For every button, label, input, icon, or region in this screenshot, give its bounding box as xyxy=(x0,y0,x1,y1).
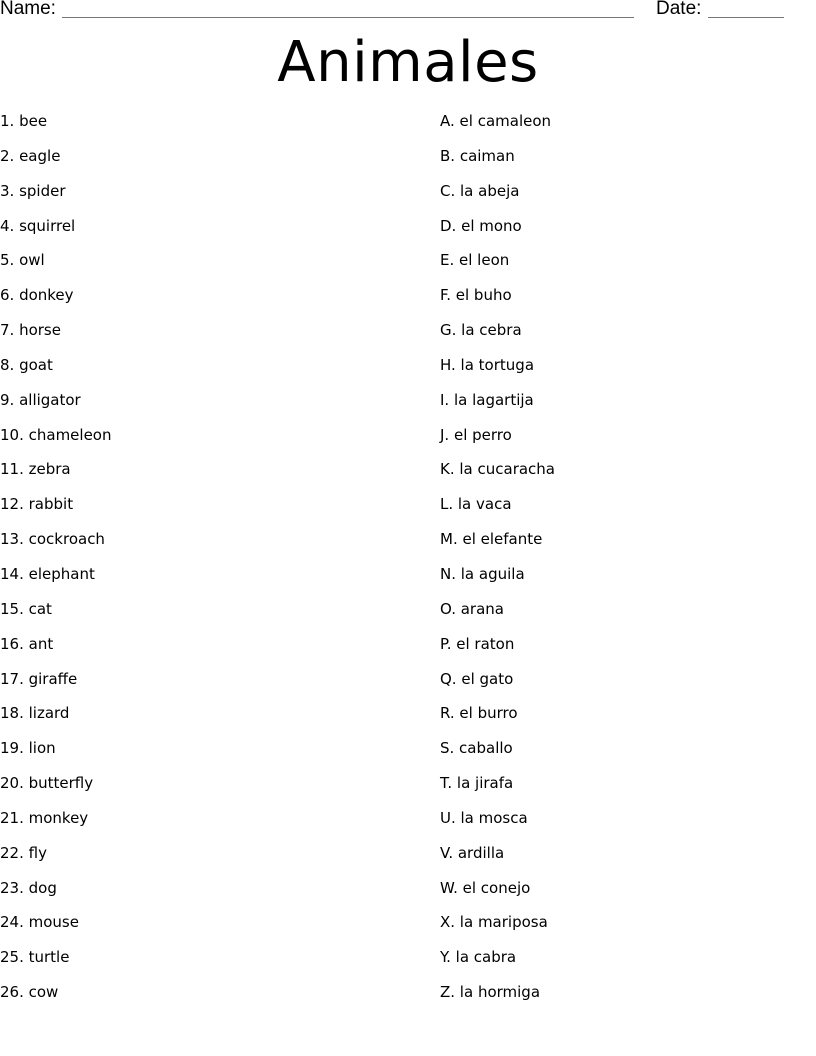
list-item: 7. horse xyxy=(0,321,61,340)
list-item: 19. lion xyxy=(0,739,56,758)
list-item: K. la cucaracha xyxy=(440,460,555,479)
name-field-line[interactable] xyxy=(62,17,634,18)
list-item: I. la lagartija xyxy=(440,390,534,409)
list-item: F. el buho xyxy=(440,286,512,305)
list-item: 16. ant xyxy=(0,634,54,653)
list-item: 5. owl xyxy=(0,251,45,270)
list-item: 26. cow xyxy=(0,983,59,1002)
list-item: R. el burro xyxy=(440,704,518,723)
list-item: G. la cebra xyxy=(440,321,522,340)
date-field-line[interactable] xyxy=(708,17,784,18)
list-item: X. la mariposa xyxy=(440,913,548,932)
list-item: 21. monkey xyxy=(0,808,89,827)
list-item: 15. cat xyxy=(0,599,52,618)
list-item: J. el perro xyxy=(440,425,512,444)
list-item: 9. alligator xyxy=(0,390,81,409)
list-item: 20. butterfly xyxy=(0,774,94,793)
list-item: H. la tortuga xyxy=(440,355,535,374)
list-item: 8. goat xyxy=(0,355,53,374)
list-item: 11. zebra xyxy=(0,460,71,479)
spanish-word-list xyxy=(440,104,555,1010)
english-word-list xyxy=(0,104,112,1010)
list-item: C. la abeja xyxy=(440,181,520,200)
list-item: Q. el gato xyxy=(440,669,514,688)
list-item: S. caballo xyxy=(440,739,513,758)
date-label: Date: xyxy=(656,0,702,19)
list-item: 4. squirrel xyxy=(0,216,76,235)
list-item: 22. fly xyxy=(0,843,47,862)
list-item: 18. lizard xyxy=(0,704,70,723)
list-item: B. caiman xyxy=(440,146,515,165)
list-item: U. la mosca xyxy=(440,808,528,827)
list-item: 14. elephant xyxy=(0,564,95,583)
list-item: W. el conejo xyxy=(440,878,531,897)
list-item: P. el raton xyxy=(440,634,515,653)
list-item: 13. cockroach xyxy=(0,530,105,549)
list-item: 12. rabbit xyxy=(0,495,74,514)
list-item: Y. la cabra xyxy=(440,948,517,967)
list-item: 6. donkey xyxy=(0,286,74,305)
list-item: D. el mono xyxy=(440,216,522,235)
list-item: V. ardilla xyxy=(440,843,505,862)
list-item: M. el elefante xyxy=(440,530,543,549)
name-label: Name: xyxy=(0,0,56,19)
list-item: Z. la hormiga xyxy=(440,983,541,1002)
list-item: T. la jirafa xyxy=(440,774,514,793)
list-item: 3. spider xyxy=(0,181,66,200)
list-item: O. arana xyxy=(440,599,504,618)
list-item: 24. mouse xyxy=(0,913,79,932)
list-item: 10. chameleon xyxy=(0,425,112,444)
list-item: A. el camaleon xyxy=(440,112,552,130)
worksheet-header xyxy=(0,0,816,22)
list-item: 1. bee xyxy=(0,112,48,130)
list-item: 23. dog xyxy=(0,878,57,897)
list-item: E. el leon xyxy=(440,251,510,270)
list-item: L. la vaca xyxy=(440,495,512,514)
list-item: 2. eagle xyxy=(0,146,61,165)
list-item: 17. giraffe xyxy=(0,669,78,688)
page-title: Animales xyxy=(277,30,539,95)
list-item: 25. turtle xyxy=(0,948,70,967)
list-item: N. la aguila xyxy=(440,564,525,583)
